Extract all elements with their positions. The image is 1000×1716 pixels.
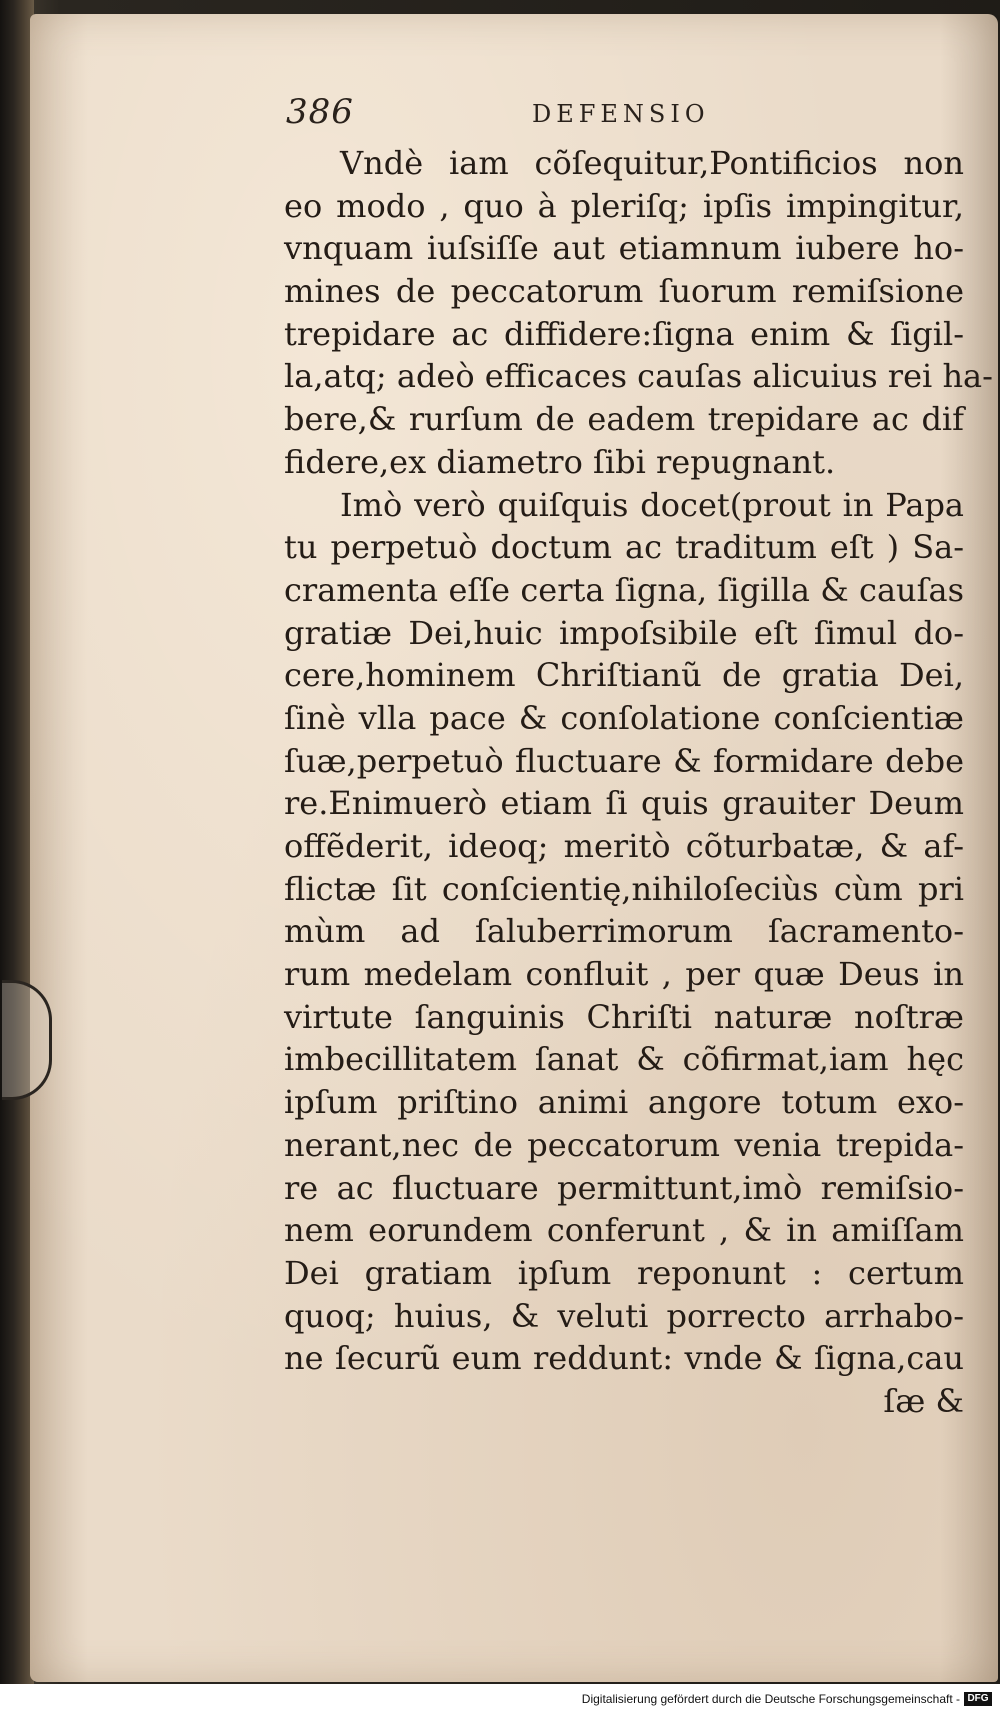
text-line: ne ſecurũ eum reddunt: vnde & ſigna,cau [284, 1339, 964, 1378]
text-line: fidere,ex diametro ſibi repugnant. [284, 442, 836, 481]
text-line: ſinè vlla pace & conſolatione conſcientiæ [284, 698, 964, 737]
text-line: bere,& rurſum de eadem trepidare ac dif [284, 400, 964, 439]
running-head: DEFENSIO [532, 100, 710, 128]
text-line: offẽderit, ideoq; meritò cõturbatæ, & af- [284, 827, 964, 865]
text-line: vnquam iuſsiſſe aut etiamnum iubere ho- [284, 229, 964, 268]
footer-credit: Digitalisierung gefördert durch die Deutsche Forschungsgemeinschaft - [581, 1692, 960, 1706]
text-line: mùm ad ſaluberrimorum ſacramento- [284, 912, 964, 951]
text-line: quoq; huius, & veluti porrecto arrhabo- [284, 1296, 964, 1335]
dfg-logo: DFG [964, 1692, 992, 1706]
text-line: ſuæ,perpetuò fluctuare & formidare debe [284, 741, 964, 780]
text-line: imbecillitatem ſanat & cõfirmat,iam hęc [284, 1040, 964, 1079]
text-line: nerant,nec de peccatorum venia trepida- [284, 1125, 964, 1164]
text-line: nem eorundem conferunt , & in amiſſam [284, 1211, 964, 1250]
text-line: virtute ſanguinis Chriſti naturæ noſtræ [284, 997, 964, 1036]
text-line: eo modo , quo à pleriſq; ipſis impingitur, [284, 186, 964, 225]
text-line: cramenta eſſe certa ſigna, ſigilla & cauſas [284, 570, 964, 609]
text-line: mines de peccatorum ſuorum remiſsione [284, 272, 964, 311]
text-line: Imò verò quiſquis docet(prout in Papa [340, 485, 964, 524]
page-header [286, 92, 806, 140]
text-line: cere,hominem Chriſtianũ de gratia Dei, [284, 656, 964, 695]
text-line: flictæ ſit conſcientię,nihiloſeciùs cùm pri [284, 869, 964, 908]
page-clip [2, 980, 52, 1100]
text-line: re ac fluctuare permittunt,imò remiſsio- [284, 1168, 964, 1207]
text-line: trepidare ac diffidere:ſigna enim & ſigil- [284, 314, 964, 353]
text-line: Vndè iam cõſequitur,Pontificios non [340, 144, 964, 182]
body-text [284, 142, 993, 1423]
text-line: la,atq; adeò efficaces cauſas alicuius rei ha- [284, 357, 993, 396]
text-line: tu perpetuò doctum ac traditum eſt ) Sa- [284, 528, 964, 567]
catchword: ſæ & [883, 1381, 964, 1420]
book-binding-edge [0, 0, 34, 1716]
text-line: re.Enimuerò etiam ſi quis grauiter Deum [284, 784, 964, 823]
text-line: rum medelam confluit , per quæ Deus in [284, 955, 964, 994]
digitization-footer [0, 1684, 1000, 1716]
text-line: Dei gratiam ipſum reponunt : certum [284, 1253, 964, 1292]
page-number: 386 [286, 92, 354, 132]
text-line: ipſum priſtino animi angore totum exo- [284, 1083, 964, 1122]
text-line: gratiæ Dei,huic impoſsibile eſt ſimul do- [284, 613, 964, 652]
